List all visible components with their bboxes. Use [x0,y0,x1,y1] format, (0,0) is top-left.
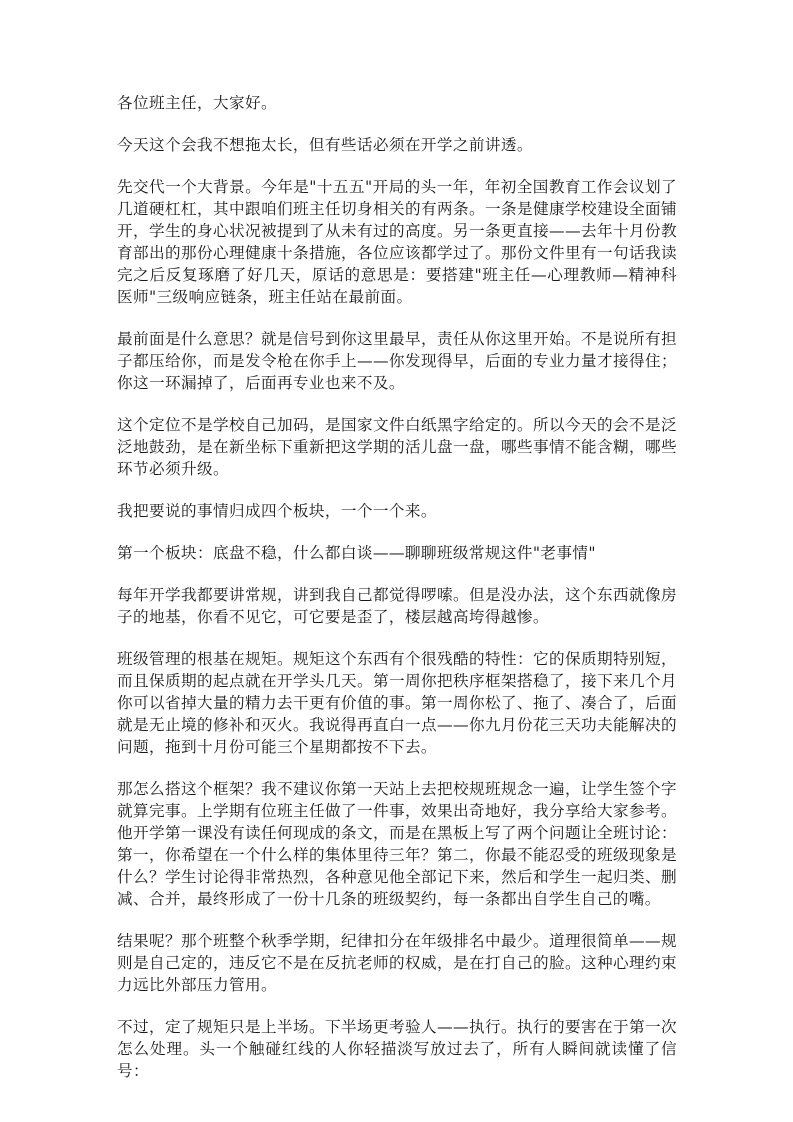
intro-paragraph: 今天这个会我不想拖太长，但有些话必须在开学之前讲透。 [117,136,533,154]
section-one-heading: 第一个板块：底盘不稳，什么都白谈——聊聊班级常规这件"老事情" [117,544,596,562]
front-line-paragraph: 最前面是什么意思？就是信号到你这里最早，责任从你这里开始。不是说所有担子都压给你，而是发令枪在你手上——你发现得早，后面的专业力量才接得住；你这一环漏掉了，后面再专业也来不及。 [117,330,677,392]
execution-paragraph: 不过，定了规矩只是上半场。下半场更考验人——执行。执行的要害在于第一次怎么处理。头一个触碰红线的人你轻描淡写放过去了，所有人瞬间就读懂了信号： [117,1018,677,1080]
result-paragraph: 结果呢？那个班整个秋季学期，纪律扣分在年级排名中最少。道理很简单——规则是自己定的，违反它不是在反抗老师的权威，是在打自己的脸。这种心理约束力远比外部压力管用。 [117,932,677,994]
routine-paragraph: 每年开学我都要讲常规，讲到我自己都觉得啰嗦。但是没办法，这个东西就像房子的地基，你看不见它，可它要是歪了，楼层越高垮得越惨。 [117,586,677,626]
framework-paragraph: 那怎么搭这个框架？我不建议你第一天站上去把校规班规念一遍，让学生签个字就算完事。上学期有位班主任做了一件事，效果出奇地好，我分享给大家参考。他开学第一课没有读任何现成的条文，而是在黑板上写了两个问题让全班讨论：第一，你希望在一个什么样的集体里待三年？第二，你最不能忍受的班级现象是什么？学生讨论得非常热烈，各种意见他全部记下来，然后和学生一起归类、删减、合并，最终形成了一份十几条的班级契约，每一条都出自学生自己的嘴。 [117,780,677,908]
greeting-paragraph: 各位班主任，大家好。 [117,94,277,112]
positioning-paragraph: 这个定位不是学校自己加码，是国家文件白纸黑字给定的。所以今天的会不是泛泛地鼓劲，是在新坐标下重新把这学期的活儿盘一盘，哪些事情不能含糊，哪些环节必须升级。 [117,416,677,478]
four-sections-paragraph: 我把要说的事情归成四个板块，一个一个来。 [117,502,437,520]
document-page [117,92,677,1102]
rules-paragraph: 班级管理的根基在规矩。规矩这个东西有个很残酷的特性：它的保质期特别短，而且保质期的起点就在开学头几天。第一周你把秩序框架搭稳了，接下来几个月你可以省掉大量的精力去干更有价值的事。第一周你松了、拖了、凑合了，后面就是无止境的修补和灭火。我说得再直白一点——你九月份花三天功夫能解决的问题，拖到十月份可能三个星期都按不下去。 [117,650,677,756]
background-paragraph: 先交代一个大背景。今年是"十五五"开局的头一年，年初全国教育工作会议划了几道硬杠杠，其中跟咱们班主任切身相关的有两条。一条是健康学校建设全面铺开，学生的身心状况被提到了从未有过的高度。另一条更直接——去年十月份教育部出的那份心理健康十条措施，各位应该都学过了。那份文件里有一句话我读完之后反复琢磨了好几天，原话的意思是：要搭建"班主任—心理教师—精神科医师"三级响应链条，班主任站在最前面。 [117,178,677,306]
